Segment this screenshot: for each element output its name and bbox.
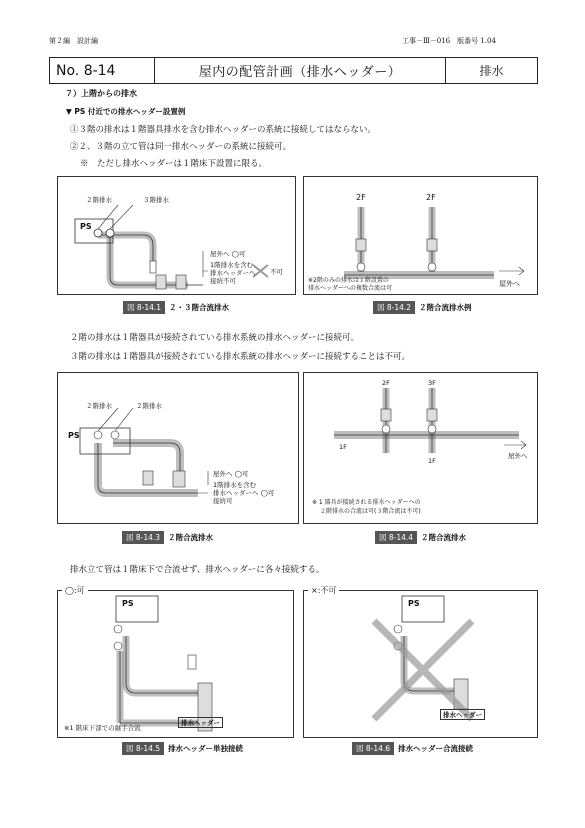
ps-label: PS [122,599,134,608]
caption-text: 排水ヘッダー合流接続 [398,744,474,753]
note-2: 排水ヘッダーへ ◯可 [213,489,275,497]
figure-8-14-6 [303,586,538,738]
note-1: ※2階のみの排水は１階設置の [308,277,389,284]
paragraph-3: 排水立て管は１階床下で合流せず、排水ヘッダーに各々接続する。 [70,565,325,575]
header-left: 第２編 設計編 [49,37,98,45]
page-title: 屋内の配管計画（排水ヘッダー） [155,58,446,83]
outside-label: 屋外へ [499,280,520,288]
caption-8-14-3 [122,531,213,544]
note-1: ※ 1 器具が接続される排水ヘッダーへの [312,499,421,506]
note-2: ２階排水の合流は可(３階合流は不可) [320,508,421,515]
label-3f: 3F [428,379,436,387]
page-number: No. 8-14 [50,58,155,83]
ps-label: PS [80,222,92,231]
caption-text: ２・３階合流排水 [169,303,230,312]
label-1f-b: 1F [428,457,436,465]
note: ※1 階床下部での継手合流 [64,724,141,732]
figure-8-14-4 [303,372,538,524]
note-1: 1階排水を含む [213,481,257,489]
label-2f-a: 2F [356,193,366,202]
note-ng-1: 1階排水を含む [210,261,254,269]
caption-8-14-6 [352,742,473,755]
caption-number: 図 8-14.1 [123,301,165,314]
label-1f-a: 1F [339,443,347,451]
header-label: 排水ヘッダー [440,709,485,720]
caption-8-14-5 [122,742,243,755]
item-note: ※ ただし排水ヘッダーは１階床下設置に限る。 [80,159,268,169]
caption-text: 排水ヘッダー単独接続 [168,744,244,753]
header-right: 工事－Ⅲ－016 版番号 1.04 [402,37,496,45]
label-2f-drain-b: ２階排水 [136,402,162,410]
caption-number: 図 8-14.4 [375,531,417,544]
page-category: 排水 [479,64,504,78]
outside-label: 屋外へ [508,452,528,460]
note-ok: 屋外へ ◯可 [213,470,249,478]
label-2f: 2F [382,379,390,387]
ps-label: PS [68,431,80,440]
item-2: ②２、３階の立て管は同一排水ヘッダーの系統に接続可。 [70,142,292,152]
figure-8-14-5 [57,586,294,738]
group-ok-title: ◯:可 [62,585,88,596]
figure-8-14-5-drawing [58,591,293,737]
label-2f-drain: ２階排水 [86,402,112,410]
label-3f-drain: ３階排水 [143,196,169,204]
paragraph-1: ２階の排水は１階器具が接続されている排水系統の排水ヘッダーに接続可。 [70,333,360,343]
caption-text: ２階合流排水例 [419,303,472,312]
item-1: ①３階の排水は１階器具排水を含む排水ヘッダーの系統に接続してはならない。 [70,125,377,135]
ps-label: PS [408,599,420,608]
caption-number: 図 8-14.5 [122,742,164,755]
caption-8-14-2 [373,301,472,314]
note-ng-3: 接続不可 [210,277,236,285]
section-heading: ７）上階からの排水 [65,89,137,98]
group-ng-title: ×:不可 [308,585,339,596]
label-2f-b: 2F [426,193,436,202]
caption-number: 図 8-14.2 [373,301,415,314]
caption-8-14-1 [123,301,229,314]
figure-8-14-6-drawing [304,591,537,737]
subsection-heading: ▼ PS 付近での排水ヘッダー設置例 [66,107,186,116]
header-label: 排水ヘッダー [178,717,223,728]
note-ng-2: 排水ヘッダーへ [210,269,256,277]
note-3: 接続可 [213,497,233,505]
label-2f-drain: ２階排水 [86,196,112,204]
caption-text: ２階合流排水 [168,533,214,542]
note-ok: 屋外へ ◯可 [210,250,246,258]
caption-number: 図 8-14.6 [352,742,394,755]
figure-8-14-1 [57,176,296,295]
title-bar [49,57,538,84]
paragraph-2: ３階の排水は１階器具が接続されている排水系統の排水ヘッダーに接続することは不可。 [70,352,411,362]
caption-text: ２階合流排水 [421,533,467,542]
ng-mark: 不可 [270,268,283,276]
note-2: 排水ヘッダーへの複数合流は可 [308,285,393,292]
figure-8-14-3 [57,372,299,524]
figure-8-14-2 [303,176,538,295]
figure-8-14-3-drawing [58,373,298,523]
caption-number: 図 8-14.3 [122,531,164,544]
caption-8-14-4 [375,531,466,544]
